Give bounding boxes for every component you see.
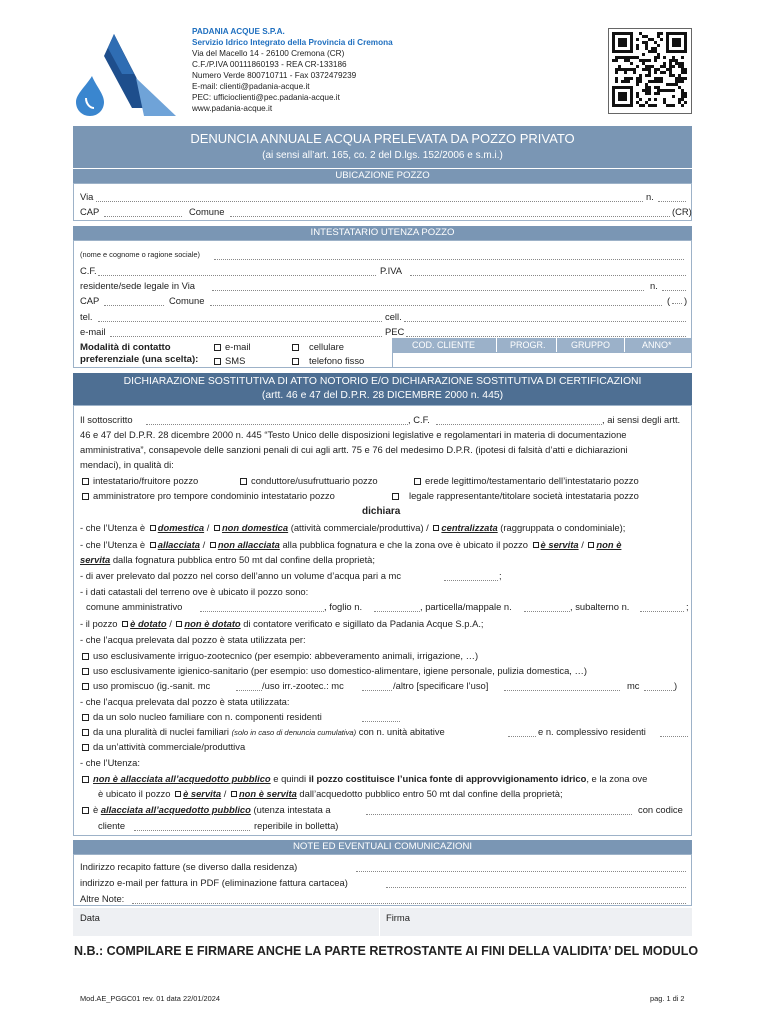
civic-field[interactable] bbox=[658, 201, 686, 202]
l18c: non è servita bbox=[238, 788, 297, 799]
checkbox-attivita[interactable] bbox=[82, 744, 89, 751]
qualita-option-5-label: legale rappresentante/titolare società intestataria pozzo bbox=[409, 490, 639, 501]
uso-promiscuo-label: uso promiscuo (ig.-sanit. mc bbox=[93, 680, 211, 691]
checkbox-centralizzata[interactable] bbox=[433, 525, 439, 531]
l19c: (utenza intestata a bbox=[253, 804, 331, 815]
cf-field[interactable] bbox=[98, 275, 376, 276]
promiscuo-igsanit-field[interactable] bbox=[236, 690, 262, 691]
uso-irriguo-label: uso esclusivamente irriguo-zootecnico (per esempio: abbeveramento animali, irrigazione, …) bbox=[93, 650, 479, 661]
checkbox-non-domestica[interactable] bbox=[214, 525, 220, 531]
promiscuo-altro-label: /altro [specificare l’uso] bbox=[393, 680, 489, 691]
l1d: (attività commerciale/produttiva) / bbox=[290, 522, 429, 533]
uso-option-promiscuo[interactable] bbox=[82, 680, 210, 691]
uso-igienico-label: uso esclusivamente igienico-sanitario (per esempio: uso domestico-alimentare, igiene personale, pulizia domestica, …) bbox=[93, 665, 587, 676]
note-altre-field[interactable] bbox=[132, 903, 686, 904]
section-header-note: NOTE ED EVENTUALI COMUNICAZIONI bbox=[73, 840, 692, 854]
catastali-end: ; bbox=[686, 601, 689, 612]
promiscuo-altro-field[interactable] bbox=[504, 690, 620, 691]
nucleo-option-plurale[interactable] bbox=[82, 726, 445, 738]
checkbox-servita[interactable] bbox=[533, 542, 539, 548]
company-address: Via del Macello 14 - 26100 Cremona (CR) bbox=[192, 49, 345, 58]
note-altre-label: Altre Note: bbox=[80, 893, 125, 904]
uso-option-igienico[interactable] bbox=[82, 665, 587, 676]
checkbox-telefono[interactable] bbox=[292, 358, 299, 365]
nucleo-singolo-label: da un solo nucleo familiare con n. componenti residenti bbox=[93, 711, 322, 722]
checkbox-non-allacciata[interactable] bbox=[210, 542, 216, 548]
promiscuo-irr-label: /uso irr.-zootec.: mc bbox=[262, 680, 344, 691]
nome-hint: (nome e cognome o ragione sociale) bbox=[80, 250, 200, 259]
company-logo bbox=[74, 28, 178, 120]
checkbox-nucleo-plurale[interactable] bbox=[82, 729, 89, 736]
checkbox-uso-igienico[interactable] bbox=[82, 668, 89, 675]
checkbox-non-servita[interactable] bbox=[588, 542, 594, 548]
l3b: dalla fognatura pubblica entro 50 mt dal confine della proprietà; bbox=[112, 554, 375, 565]
l1b: domestica bbox=[157, 522, 205, 533]
residente-field[interactable] bbox=[212, 290, 644, 291]
piva-field[interactable] bbox=[410, 275, 686, 276]
firma-box[interactable] bbox=[380, 908, 692, 936]
nucleo-option-singolo[interactable] bbox=[82, 711, 322, 722]
acquedotto-option-allacciata[interactable] bbox=[82, 804, 331, 815]
line-utenza-acquedotto: - che l’Utenza: bbox=[80, 757, 140, 768]
code-header-progr: PROGR. bbox=[510, 340, 546, 350]
l3a: servita bbox=[80, 554, 111, 565]
sottoscritto-label: Il sottoscritto bbox=[80, 414, 133, 425]
l19a: è bbox=[93, 804, 99, 815]
province-label: (CR) bbox=[672, 206, 692, 217]
cliente-label: cliente bbox=[98, 820, 126, 831]
attivita-option[interactable] bbox=[82, 741, 245, 752]
qualita-option-4-label: amministratore pro tempore condominio intestatario pozzo bbox=[93, 490, 335, 501]
l1e: centralizzata bbox=[441, 522, 498, 533]
company-service: Servizio Idrico Integrato della Provincia di Cremona bbox=[192, 38, 393, 47]
checkbox-non-allacciata-acquedotto[interactable] bbox=[82, 776, 89, 783]
contact-option-telefono[interactable] bbox=[292, 355, 364, 366]
res-cap-label: CAP bbox=[80, 295, 100, 306]
cf-label: C.F. bbox=[80, 265, 97, 276]
promiscuo-irr-field[interactable] bbox=[362, 690, 392, 691]
form-title: DENUNCIA ANNUALE ACQUA PRELEVATA DA POZZO PRIVATO bbox=[190, 131, 575, 146]
foglio-field[interactable] bbox=[374, 611, 420, 612]
particella-field[interactable] bbox=[524, 611, 570, 612]
via-field[interactable] bbox=[96, 201, 643, 202]
qualita-option-1-label: intestatario/fruitore pozzo bbox=[93, 475, 199, 486]
res-prov-close: ) bbox=[684, 295, 688, 306]
note-email-field[interactable] bbox=[386, 887, 686, 888]
qualita-option-3[interactable] bbox=[414, 475, 639, 486]
modalita-label-2-text: preferenziale (una scelta): bbox=[80, 354, 199, 365]
checkbox-non-dotato[interactable] bbox=[176, 621, 182, 627]
attivita-label: da un’attività commerciale/produttiva bbox=[93, 741, 246, 752]
contact-option-email-label: e-mail bbox=[225, 341, 251, 352]
l18d: dall’acquedotto pubblico entro 50 mt dal confine della proprietà; bbox=[299, 788, 563, 799]
contact-option-email[interactable] bbox=[214, 341, 251, 352]
line-contatore: - il pozzo è dotato / non è dotato di contatore verificato e sigillato da Padania Acque S.p.A.; bbox=[80, 618, 484, 629]
l7d: di contatore verificato e sigillato da Padania Acque S.p.A.; bbox=[243, 618, 484, 629]
particella-label: , particella/mappale n. bbox=[420, 601, 512, 612]
code-value-row[interactable] bbox=[392, 352, 692, 368]
cap-label: CAP bbox=[80, 206, 100, 217]
res-prov-open: ( bbox=[667, 295, 671, 306]
l2d: alla pubblica fognatura e che la zona ove è ubicato il pozzo bbox=[282, 539, 528, 550]
nucleo-plurale-unita: con n. unità abitative bbox=[358, 726, 445, 737]
comune-amm-field[interactable] bbox=[200, 611, 324, 612]
nb-notice: N.B.: COMPILARE E FIRMARE ANCHE LA PARTE RETROSTANTE AI FINI DELLA VALIDITA’ DEL MODULO bbox=[74, 944, 699, 958]
residente-n-label: n. bbox=[650, 280, 658, 291]
contact-option-telefono-label: telefono fisso bbox=[309, 355, 365, 366]
modalita-label-1: Modalità di contatto bbox=[80, 342, 171, 353]
company-tax: C.F./P.IVA 00111860193 - REA CR-133186 bbox=[192, 60, 347, 69]
foglio-label: , foglio n. bbox=[324, 601, 363, 612]
email-label: e-mail bbox=[80, 326, 106, 337]
tel-field[interactable] bbox=[98, 321, 382, 322]
company-pec[interactable]: PEC: ufficioclienti@pec.padania-acque.it bbox=[192, 93, 340, 102]
form-subtitle: (ai sensi all’art. 165, co. 2 del D.lgs. 152/2006 e s.m.i.) bbox=[262, 150, 503, 161]
checkbox-qualita-1[interactable] bbox=[82, 478, 89, 485]
l19b: allacciata all’acquedotto pubblico bbox=[100, 804, 251, 815]
email-field[interactable] bbox=[110, 336, 382, 337]
res-comune-field[interactable] bbox=[210, 305, 662, 306]
qualita-option-2-label: conduttore/usufruttuario pozzo bbox=[251, 475, 378, 486]
qualita-option-2[interactable] bbox=[240, 475, 378, 486]
sottoscritto-cf-label: , C.F. bbox=[408, 414, 430, 425]
l1f: (raggruppata o condominiale); bbox=[500, 522, 626, 533]
l2e: è servita bbox=[540, 539, 579, 550]
decl-text-2: 46 e 47 del D.P.R. 28 dicembre 2000 n. 445 “Testo Unico delle disposizioni legislative e regolamentari in materia di documentazione bbox=[80, 429, 627, 440]
uso-option-irriguo[interactable] bbox=[82, 650, 478, 661]
codice-cliente-field[interactable] bbox=[134, 830, 250, 831]
dichiara-heading: dichiara bbox=[362, 506, 401, 517]
checkbox-email[interactable] bbox=[214, 344, 221, 351]
data-label: Data bbox=[80, 912, 100, 923]
qualita-option-1[interactable] bbox=[82, 475, 198, 486]
cell-label: cell. bbox=[385, 311, 402, 322]
code-header-gruppo: GRUPPO bbox=[571, 340, 611, 350]
checkbox-uso-irriguo[interactable] bbox=[82, 653, 89, 660]
code-header-cliente: COD. CLIENTE bbox=[412, 340, 476, 350]
l2c: non allacciata bbox=[217, 539, 280, 550]
dichiarazione-header-2: (artt. 46 e 47 del D.P.R. 28 DICEMBRE 2000 n. 445) bbox=[261, 390, 504, 401]
l17c: il pozzo costituisce l’unica fonte di approvvigionamento idrico bbox=[308, 773, 587, 784]
sottoscritto-cf-field[interactable] bbox=[436, 424, 602, 425]
l2a: - che l’Utenza è bbox=[80, 539, 146, 550]
line-volume-end: ; bbox=[499, 570, 502, 581]
bolletta-label: reperibile in bolletta) bbox=[254, 820, 339, 831]
modalita-label-2 bbox=[80, 354, 198, 365]
checkbox-qualita-2[interactable] bbox=[240, 478, 247, 485]
checkbox-cellulare[interactable] bbox=[292, 344, 299, 351]
company-email[interactable]: E-mail: clienti@padania-acque.it bbox=[192, 82, 310, 91]
contact-option-sms-label: SMS bbox=[225, 355, 246, 366]
line-fognatura: - che l’Utenza è allacciata / non allacciata alla pubblica fognatura e che la zona ove è ubicato il pozzo è servita / non è bbox=[80, 539, 622, 550]
pec-label: PEC bbox=[385, 326, 405, 337]
residenti-field[interactable] bbox=[660, 736, 688, 737]
pec-field[interactable] bbox=[406, 336, 686, 337]
checkbox-qualita-3[interactable] bbox=[414, 478, 421, 485]
line-utilizzo: - che l’acqua prelevata dal pozzo è stata utilizzata per: bbox=[80, 634, 306, 645]
l18b: è servita bbox=[183, 788, 222, 799]
comune-amm-label: comune amministrativo bbox=[86, 601, 183, 612]
contact-option-sms[interactable] bbox=[214, 355, 245, 366]
section-header-ubicazione: UBICAZIONE POZZO bbox=[73, 169, 692, 183]
l7b: è dotato bbox=[130, 618, 167, 629]
form-title-band bbox=[73, 126, 692, 168]
section-header-intestatario: INTESTATARIO UTENZA POZZO bbox=[73, 226, 692, 240]
promiscuo-end: ) bbox=[674, 680, 678, 691]
unita-field[interactable] bbox=[508, 736, 536, 737]
componenti-field[interactable] bbox=[362, 721, 400, 722]
checkbox-dotato[interactable] bbox=[122, 621, 128, 627]
company-name: PADANIA ACQUE S.P.A. bbox=[192, 27, 285, 36]
line-utilizzata: - che l’acqua prelevata dal pozzo è stata utilizzata: bbox=[80, 696, 290, 707]
sottoscritto-field[interactable] bbox=[146, 424, 408, 425]
checkbox-qualita-4[interactable] bbox=[82, 493, 89, 500]
checkbox-allacciata[interactable] bbox=[150, 542, 156, 548]
note-recapito-label: Indirizzo recapito fatture (se diverso dalla residenza) bbox=[80, 861, 298, 872]
line-catastali: - i dati catastali del terreno ove è ubicato il pozzo sono: bbox=[80, 586, 309, 597]
checkbox-acq-non-servita[interactable] bbox=[231, 791, 237, 797]
contact-option-cellulare[interactable] bbox=[292, 341, 344, 352]
checkbox-nucleo-singolo[interactable] bbox=[82, 714, 89, 721]
l17d: , e la zona ove bbox=[586, 773, 648, 784]
sottoscritto-tail: , ai sensi degli artt. bbox=[602, 414, 681, 425]
l1c: non domestica bbox=[221, 522, 289, 533]
note-email-label: indirizzo e-mail per fattura in PDF (eliminazione fattura cartacea) bbox=[80, 877, 348, 888]
qr-code bbox=[608, 28, 692, 114]
section-header-dichiarazione bbox=[73, 373, 692, 405]
promiscuo-mc-field[interactable] bbox=[644, 690, 674, 691]
checkbox-allacciata-acquedotto[interactable] bbox=[82, 807, 89, 814]
firma-label: Firma bbox=[386, 912, 410, 923]
line-utenza-tipo: - che l’Utenza è domestica / non domestica (attività commerciale/produttiva) / centralizzata (raggruppata o condominiale); bbox=[80, 522, 626, 533]
qualita-option-4[interactable] bbox=[82, 490, 335, 501]
decl-text-4: mendaci), in qualità di: bbox=[80, 459, 174, 470]
l17b: e quindi bbox=[273, 773, 307, 784]
res-comune-label: Comune bbox=[169, 295, 205, 306]
note-recapito-field[interactable] bbox=[356, 871, 686, 872]
checkbox-uso-promiscuo[interactable] bbox=[82, 683, 89, 690]
res-cap-field[interactable] bbox=[104, 305, 164, 306]
codice-label: con codice bbox=[638, 804, 683, 815]
acquedotto-option-non-allacciata[interactable] bbox=[82, 773, 647, 784]
residenti-label: e n. complessivo residenti bbox=[538, 726, 646, 737]
l18a: è ubicato il pozzo bbox=[98, 788, 171, 799]
checkbox-sms[interactable] bbox=[214, 358, 221, 365]
tel-label: tel. bbox=[80, 311, 93, 322]
subalterno-label: , subalterno n. bbox=[570, 601, 630, 612]
l1a: - che l’Utenza è bbox=[80, 522, 146, 533]
company-phone: Numero Verde 800710711 - Fax 0372479239 bbox=[192, 71, 357, 80]
volume-field[interactable] bbox=[444, 580, 498, 581]
checkbox-acq-servita[interactable] bbox=[175, 791, 181, 797]
comune-field[interactable] bbox=[230, 216, 670, 217]
footer-page: pag. 1 di 2 bbox=[650, 994, 685, 1003]
nome-field[interactable] bbox=[214, 259, 684, 260]
nucleo-plurale-hint: (solo in caso di denuncia cumulativa) bbox=[231, 728, 357, 737]
l7c: non è dotato bbox=[184, 618, 241, 629]
cap-field[interactable] bbox=[104, 216, 182, 217]
l2f: non è bbox=[596, 539, 622, 550]
cell-field[interactable] bbox=[404, 321, 686, 322]
company-web[interactable]: www.padania-acque.it bbox=[192, 104, 273, 113]
dichiarazione-header-1: DICHIARAZIONE SOSTITUTIVA DI ATTO NOTORIO E/O DICHIARAZIONE SOSTITUTIVA DI CERTIFICAZIONI bbox=[123, 376, 642, 387]
piva-label: P.IVA bbox=[380, 265, 403, 276]
intestata-field[interactable] bbox=[366, 814, 632, 815]
l2b: allacciata bbox=[157, 539, 200, 550]
checkbox-domestica[interactable] bbox=[150, 525, 156, 531]
residente-label: residente/sede legale in Via bbox=[80, 280, 196, 291]
data-box[interactable] bbox=[73, 908, 379, 936]
res-prov-field[interactable] bbox=[672, 303, 682, 304]
line-fognatura-2 bbox=[80, 554, 375, 565]
l7a: - il pozzo bbox=[80, 618, 118, 629]
footer-mod: Mod.AE_PGGC01 rev. 01 data 22/01/2024 bbox=[80, 994, 220, 1003]
nucleo-plurale-label: da una pluralità di nuclei familiari bbox=[93, 726, 230, 737]
decl-text-3: amministrativa”, consapevole delle sanzioni penali di cui agli artt. 75 e 76 del medesimo D.P.R. (ipotesi di falsità d’atti e dichiarazioni bbox=[80, 444, 628, 455]
l17a: non è allacciata all’acquedotto pubblico bbox=[93, 773, 271, 784]
qualita-option-5[interactable] bbox=[392, 490, 639, 501]
qualita-option-3-label: erede legittimo/testamentario dell’intestatario pozzo bbox=[425, 475, 639, 486]
promiscuo-mc-label: mc bbox=[627, 680, 640, 691]
comune-label: Comune bbox=[189, 206, 225, 217]
line-acquedotto-servita: è ubicato il pozzo è servita / non è servita dall’acquedotto pubblico entro 50 mt dal confine della proprietà; bbox=[98, 788, 563, 799]
via-label: Via bbox=[80, 191, 94, 202]
subalterno-field[interactable] bbox=[640, 611, 684, 612]
checkbox-qualita-5[interactable] bbox=[392, 493, 399, 500]
contact-option-cellulare-label: cellulare bbox=[309, 341, 344, 352]
civic-label: n. bbox=[646, 191, 654, 202]
residente-n-field[interactable] bbox=[662, 290, 686, 291]
code-header-anno: ANNO* bbox=[642, 340, 672, 350]
line-volume: - di aver prelevato dal pozzo nel corso dell’anno un volume d’acqua pari a mc bbox=[80, 570, 402, 581]
